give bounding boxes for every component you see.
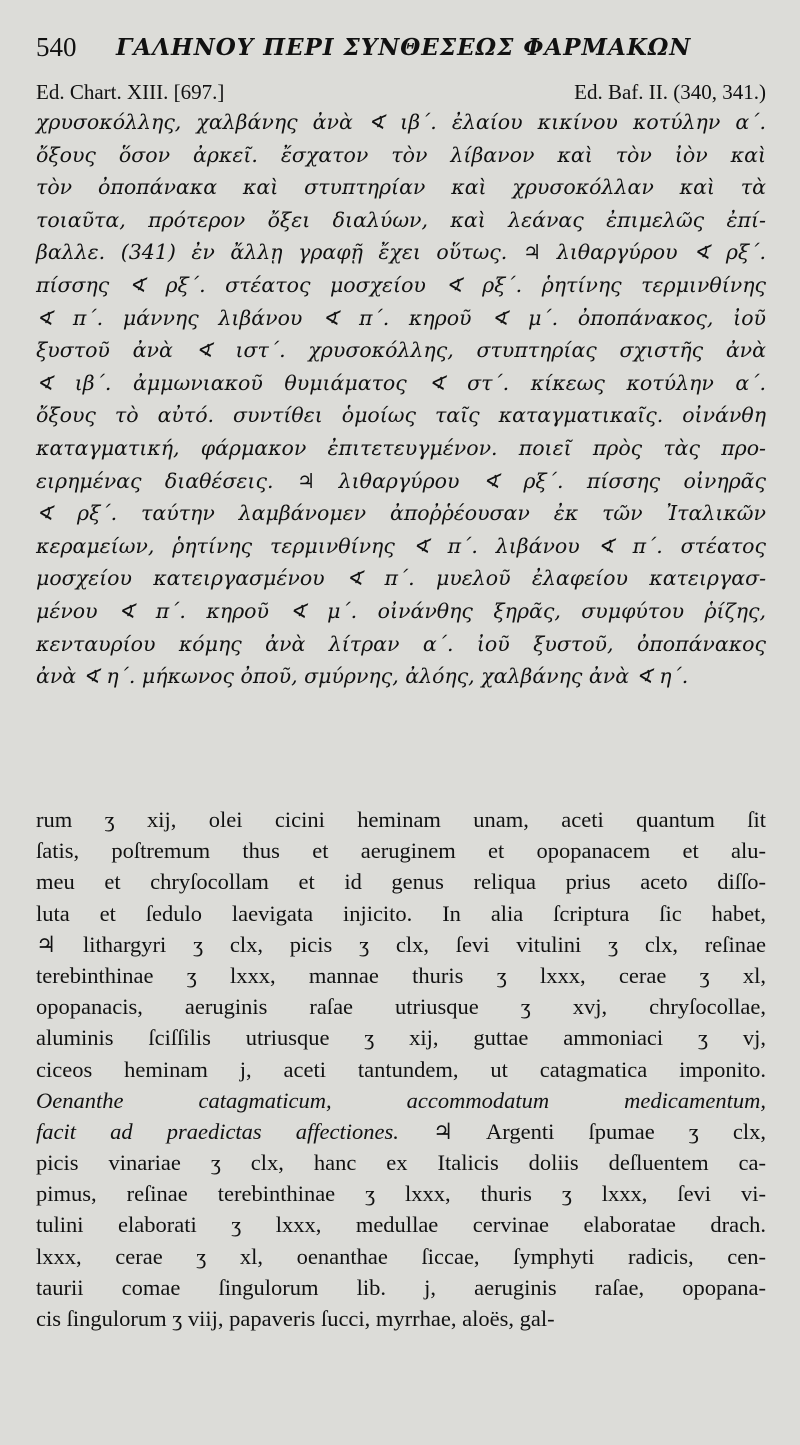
- latin-text: ♃ Argenti ſpumae ʒ clx,: [398, 1118, 766, 1144]
- latin-line: [36, 991, 766, 1022]
- latin-line: [36, 835, 766, 866]
- latin-text: taurii comae ſingulorum lib. j, aeruginis raſae, opopana-: [36, 1274, 766, 1300]
- greek-line: μοσχείου κατειργασμένου ∢ π΄. μυελοῦ ἐλαφείου κατειργασ-: [36, 566, 766, 591]
- latin-line: [36, 1272, 766, 1303]
- greek-line: καταγματική, φάρμακον ἐπιτετευγμένον. ποιεῖ πρὸς τὰς προ-: [36, 435, 766, 460]
- greek-line: ∢ ιβ΄. ἀμμωνιακοῦ θυμιάματος ∢ στ΄. κίκεως κοτύλην α΄.: [36, 370, 766, 395]
- greek-line: ∢ π΄. μάννης λιβάνου ∢ π΄. κηροῦ ∢ μ΄. ὀποπάνακος, ἰοῦ: [36, 305, 766, 330]
- latin-line: [36, 1147, 766, 1178]
- latin-text: aluminis ſciſſilis utriusque ʒ xij, guttae ammoniaci ʒ vj,: [36, 1025, 766, 1051]
- latin-line: [36, 1022, 766, 1053]
- page-number: 540: [36, 32, 77, 62]
- greek-line: κενταυρίου κόμης ἀνὰ λίτραν α΄. ἰοῦ ξυστοῦ, ὀποπάνακος: [36, 631, 766, 656]
- latin-text: luta et ſedulo laevigata injicito. In alia ſcriptura ſic habet,: [36, 900, 766, 926]
- running-title: ΓΑΛΗΝΟΥ ΠΕΡΙ ΣΥΝΘΕΣΕΩΣ ΦΑΡΜΑΚΩΝ: [116, 34, 692, 61]
- latin-italic-heading: Oenanthe catagmaticum, accommodatum medicamentum,: [36, 1087, 766, 1113]
- latin-line: [36, 929, 766, 960]
- greek-line: ἀνὰ ∢ η΄. μήκωνος ὀποῦ, σμύρνης, ἀλόης, χαλβάνης ἀνὰ ∢ η΄.: [36, 664, 689, 689]
- greek-line: βαλλε. (341) ἐν ἄλλῃ γραφῇ ἔχει οὕτως. ♃ λιθαργύρου ∢ ρξ΄.: [36, 240, 766, 265]
- latin-text: picis vinariae ʒ clx, hanc ex Italicis doliis deſluentem ca-: [36, 1150, 766, 1176]
- latin-line: [36, 1303, 766, 1334]
- greek-line: τὸν ὀποπάνακα καὶ στυπτηρίαν καὶ χρυσοκόλλαν καὶ τὰ: [36, 175, 766, 200]
- latin-text: pimus, reſinae terebinthinae ʒ lxxx, thuris ʒ lxxx, ſevi vi-: [36, 1181, 766, 1207]
- greek-text-block: [36, 106, 766, 693]
- latin-text: terebinthinae ʒ lxxx, mannae thuris ʒ lxxx, cerae ʒ xl,: [36, 962, 766, 988]
- latin-text: lxxx, cerae ʒ xl, oenanthae ſiccae, ſymphyti radicis, cen-: [36, 1243, 766, 1269]
- latin-line: [36, 1241, 766, 1272]
- greek-line: ὄξους ὅσον ἀρκεῖ. ἔσχατον τὸν λίβανον καὶ τὸν ἰὸν καὶ: [36, 142, 766, 167]
- latin-text-block: [36, 804, 766, 1334]
- latin-line: [36, 1085, 766, 1116]
- greek-line: τοιαῦτα, πρότερον ὄξει διαλύων, καὶ λεάνας ἐπιμελῶς ἐπί-: [36, 207, 766, 232]
- edition-basel: Ed. Baf. II. (340, 341.): [574, 80, 766, 104]
- latin-text: ſatis, poſtremum thus et aeruginem et opopanacem et alu-: [36, 838, 766, 864]
- greek-line: ξυστοῦ ἀνὰ ∢ ιστ΄. χρυσοκόλλης, στυπτηρίας σχιστῆς ἀνὰ: [36, 338, 766, 363]
- latin-line: [36, 960, 766, 991]
- latin-line: [36, 1054, 766, 1085]
- latin-line: [36, 866, 766, 897]
- latin-text: rum ʒ xij, olei cicini heminam unam, aceti quantum ſit: [36, 807, 766, 832]
- latin-text: ♃ lithargyri ʒ clx, picis ʒ clx, ſevi vitulini ʒ clx, reſinae: [36, 931, 766, 957]
- latin-line: [36, 804, 766, 835]
- greek-line: ειρημένας διαθέσεις. ♃ λιθαργύρου ∢ ρξ΄. πίσσης οἰνηρᾶς: [36, 468, 766, 493]
- latin-text: cis ſingulorum ʒ viij, papaveris ſucci, myrrhae, aloës, gal-: [36, 1306, 555, 1331]
- latin-text: meu et chryſocollam et id genus reliqua prius aceto diſſo-: [36, 869, 766, 895]
- latin-text: opopanacis, aeruginis raſae utriusque ʒ xvj, chryſocollae,: [36, 994, 766, 1020]
- greek-line: ὄξους τὸ αὐτό. συντίθει ὁμοίως ταῖς καταγματικαῖς. οἰνάνθη: [36, 403, 766, 428]
- latin-line: [36, 898, 766, 929]
- greek-line: ∢ ρξ΄. ταύτην λαμβάνομεν ἀποῤῥέουσαν ἐκ τῶν Ἰταλικῶν: [36, 501, 766, 526]
- greek-line: χρυσοκόλλης, χαλβάνης ἀνὰ ∢ ιβ΄. ἐλαίου κικίνου κοτύλην α΄.: [36, 110, 766, 134]
- greek-line: πίσσης ∢ ρξ΄. στέατος μοσχείου ∢ ρξ΄. ῥητίνης τερμινθίνης: [36, 272, 766, 297]
- greek-line: μένου ∢ π΄. κηροῦ ∢ μ΄. οἰνάνθης ξηρᾶς, συμφύτου ῥίζης,: [36, 598, 766, 623]
- edition-references: [36, 80, 766, 106]
- page-header: [36, 30, 766, 70]
- latin-italic-heading: facit ad praedictas affectiones.: [36, 1118, 399, 1144]
- latin-line: [36, 1116, 766, 1147]
- greek-line: κεραμείων, ῥητίνης τερμινθίνης ∢ π΄. λιβάνου ∢ π΄. στέατος: [36, 533, 766, 558]
- latin-line: [36, 1178, 766, 1209]
- latin-text: tulini elaborati ʒ lxxx, medullae cervinae elaboratae drach.: [36, 1212, 766, 1238]
- edition-chartier: Ed. Chart. XIII. [697.]: [36, 80, 225, 104]
- latin-text: ciceos heminam j, aceti tantundem, ut catagmatica imponito.: [36, 1056, 766, 1082]
- latin-line: [36, 1209, 766, 1240]
